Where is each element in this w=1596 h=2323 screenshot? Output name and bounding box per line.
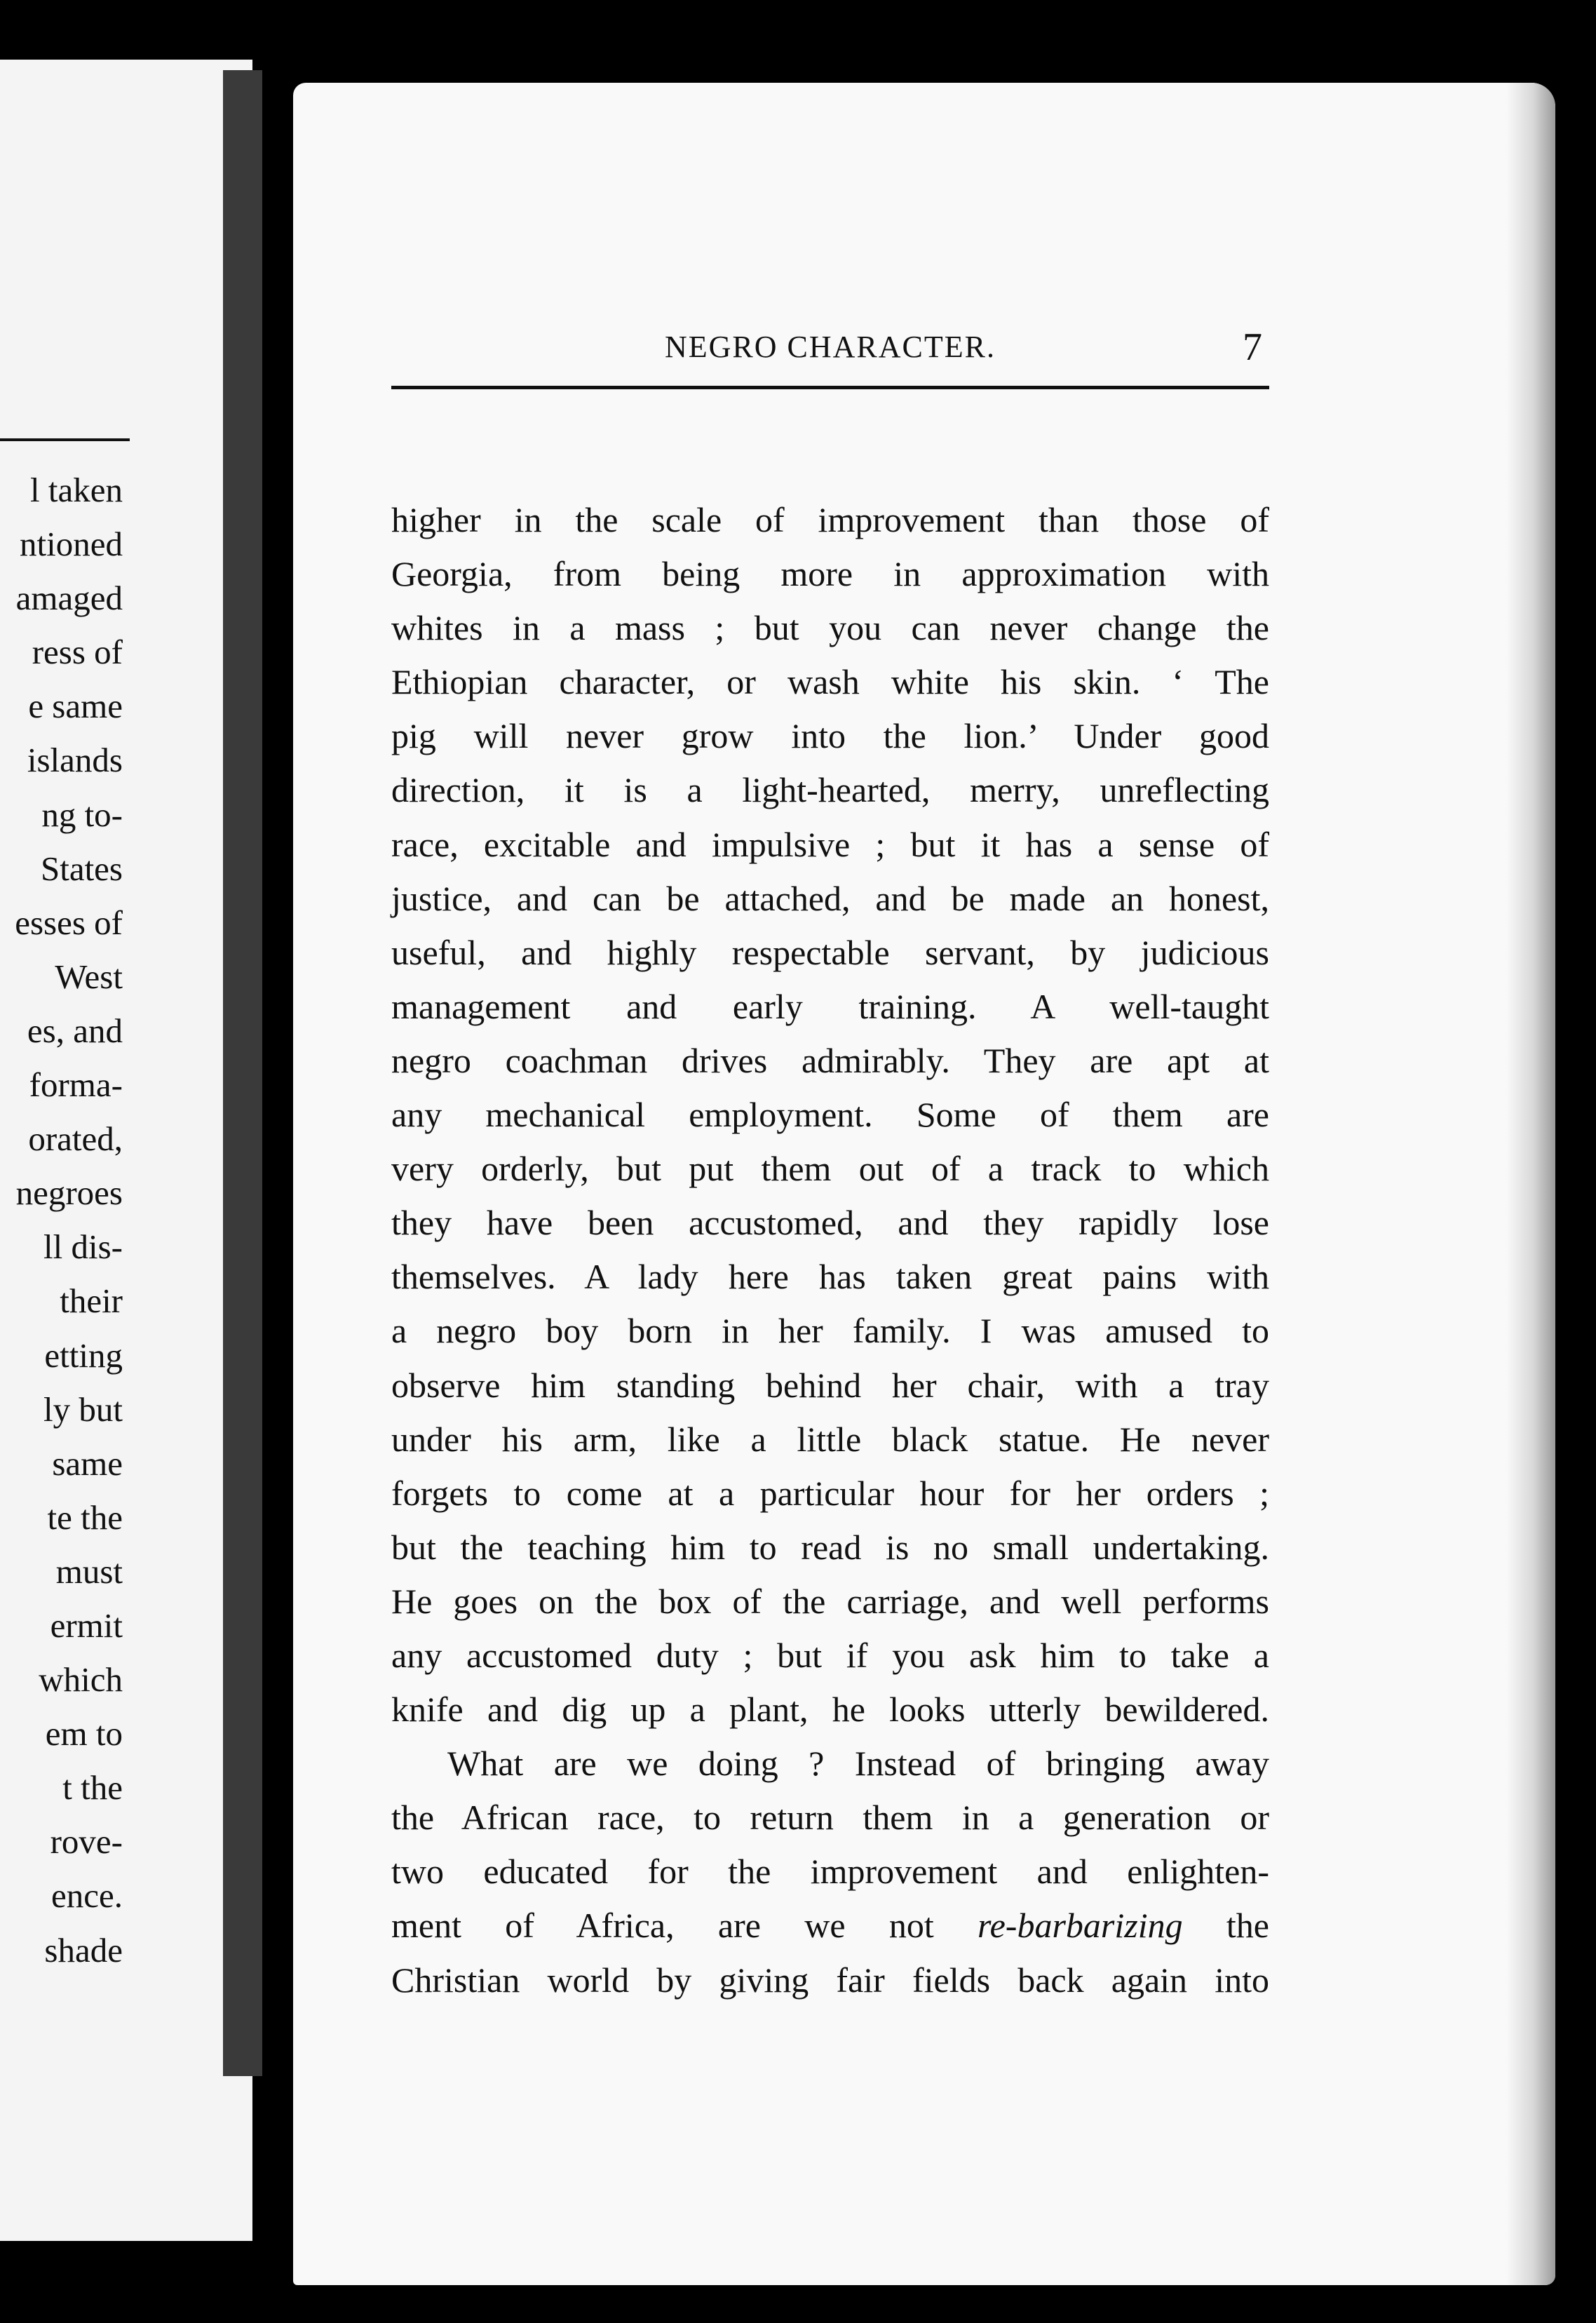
header-rule bbox=[391, 386, 1269, 389]
text-line: they have been accustomed, and they rapidly lose bbox=[391, 1203, 1269, 1243]
text-line: He goes on the box of the carriage, and well performs bbox=[391, 1581, 1269, 1621]
left-text-line: ermit bbox=[50, 1605, 123, 1645]
running-head: NEGRO CHARACTER. bbox=[664, 330, 996, 364]
body-text bbox=[391, 493, 1269, 2007]
left-text-line: etting bbox=[44, 1335, 123, 1375]
left-text-line: es, and bbox=[27, 1011, 123, 1050]
left-text-line: which bbox=[39, 1660, 123, 1699]
text-span: the bbox=[1182, 1906, 1269, 1946]
text-line: any accustomed duty ; but if you ask him to take a bbox=[391, 1635, 1269, 1675]
text-line: direction, it is a light-hearted, merry, unreflecting bbox=[391, 770, 1269, 810]
text-line: negro coachman drives admirably. They are apt at bbox=[391, 1040, 1269, 1080]
right-page bbox=[293, 83, 1555, 2285]
left-text-line: ly but bbox=[43, 1389, 123, 1429]
text-line: Georgia, from being more in approximation with bbox=[391, 554, 1269, 594]
text-line-with-italic bbox=[391, 1899, 1269, 1953]
left-text-line: ng to- bbox=[41, 795, 123, 834]
text-line: useful, and highly respectable servant, by judicious bbox=[391, 932, 1269, 972]
text-span: ment of Africa, are we not bbox=[391, 1906, 978, 1946]
text-line: but the teaching him to read is no small undertaking. bbox=[391, 1527, 1269, 1567]
text-line: a negro boy born in her family. I was amused to bbox=[391, 1311, 1269, 1351]
text-line: knife and dig up a plant, he looks utterly bewildered. bbox=[391, 1690, 1269, 1730]
left-text-line: forma- bbox=[29, 1065, 123, 1105]
left-text-line: te the bbox=[47, 1497, 123, 1537]
text-line: Christian world by giving fair fields back again into bbox=[391, 1960, 1269, 2000]
page-edge-shadow bbox=[1506, 83, 1555, 2285]
left-page-fragment bbox=[0, 60, 252, 2241]
left-text-line: ence. bbox=[51, 1876, 123, 1915]
left-text-line: l taken bbox=[30, 471, 123, 509]
left-text-line: t the bbox=[62, 1768, 123, 1807]
text-line: justice, and can be attached, and be made an honest, bbox=[391, 878, 1269, 918]
left-text-line: States bbox=[40, 849, 123, 888]
left-text-line: ll dis- bbox=[43, 1227, 123, 1267]
left-text-line: same bbox=[52, 1443, 123, 1483]
text-line: the African race, to return them in a generation or bbox=[391, 1798, 1269, 1838]
left-text-line: amaged bbox=[15, 579, 123, 618]
left-text-line: negroes bbox=[15, 1173, 123, 1213]
text-line: observe him standing behind her chair, with a tray bbox=[391, 1365, 1269, 1405]
left-page-header-rule bbox=[0, 438, 130, 441]
left-text-line: shade bbox=[44, 1930, 123, 1969]
text-line: forgets to come at a particular hour for her orders ; bbox=[391, 1473, 1269, 1513]
left-text-line: esses of bbox=[15, 903, 123, 942]
page-header bbox=[391, 319, 1269, 375]
left-text-line: orated, bbox=[28, 1119, 123, 1159]
text-line: very orderly, but put them out of a track to which bbox=[391, 1149, 1269, 1189]
left-text-line: islands bbox=[27, 741, 123, 780]
left-text-line: must bbox=[55, 1551, 123, 1591]
left-text-line: ntioned bbox=[20, 525, 123, 564]
left-text-line: ress of bbox=[32, 633, 123, 672]
text-line: any mechanical employment. Some of them are bbox=[391, 1095, 1269, 1135]
left-text-line: em to bbox=[45, 1714, 123, 1753]
book-gutter-shadow bbox=[223, 70, 262, 2076]
text-line: two educated for the improvement and enlighten- bbox=[391, 1852, 1269, 1892]
text-line: themselves. A lady here has taken great pains with bbox=[391, 1257, 1269, 1297]
text-line: pig will never grow into the lion.’ Under good bbox=[391, 716, 1269, 756]
left-text-line: e same bbox=[28, 687, 123, 726]
left-text-line: rove- bbox=[50, 1822, 123, 1861]
text-line: race, excitable and impulsive ; but it has a sense of bbox=[391, 824, 1269, 864]
left-text-line: their bbox=[60, 1281, 123, 1321]
text-line: whites in a mass ; but you can never change the bbox=[391, 608, 1269, 648]
left-text-line: West bbox=[55, 957, 123, 996]
text-line: Ethiopian character, or wash white his skin. ‘ The bbox=[391, 662, 1269, 702]
text-line: under his arm, like a little black statue. He never bbox=[391, 1419, 1269, 1459]
left-page-text bbox=[15, 463, 123, 1977]
page-number: 7 bbox=[1243, 325, 1262, 369]
paragraph-start-line: What are we doing ? Instead of bringing away bbox=[447, 1744, 1269, 1784]
text-line: management and early training. A well-taught bbox=[391, 986, 1269, 1026]
italic-word: re-barbarizing bbox=[978, 1906, 1183, 1946]
text-line: higher in the scale of improvement than those of bbox=[391, 500, 1269, 539]
